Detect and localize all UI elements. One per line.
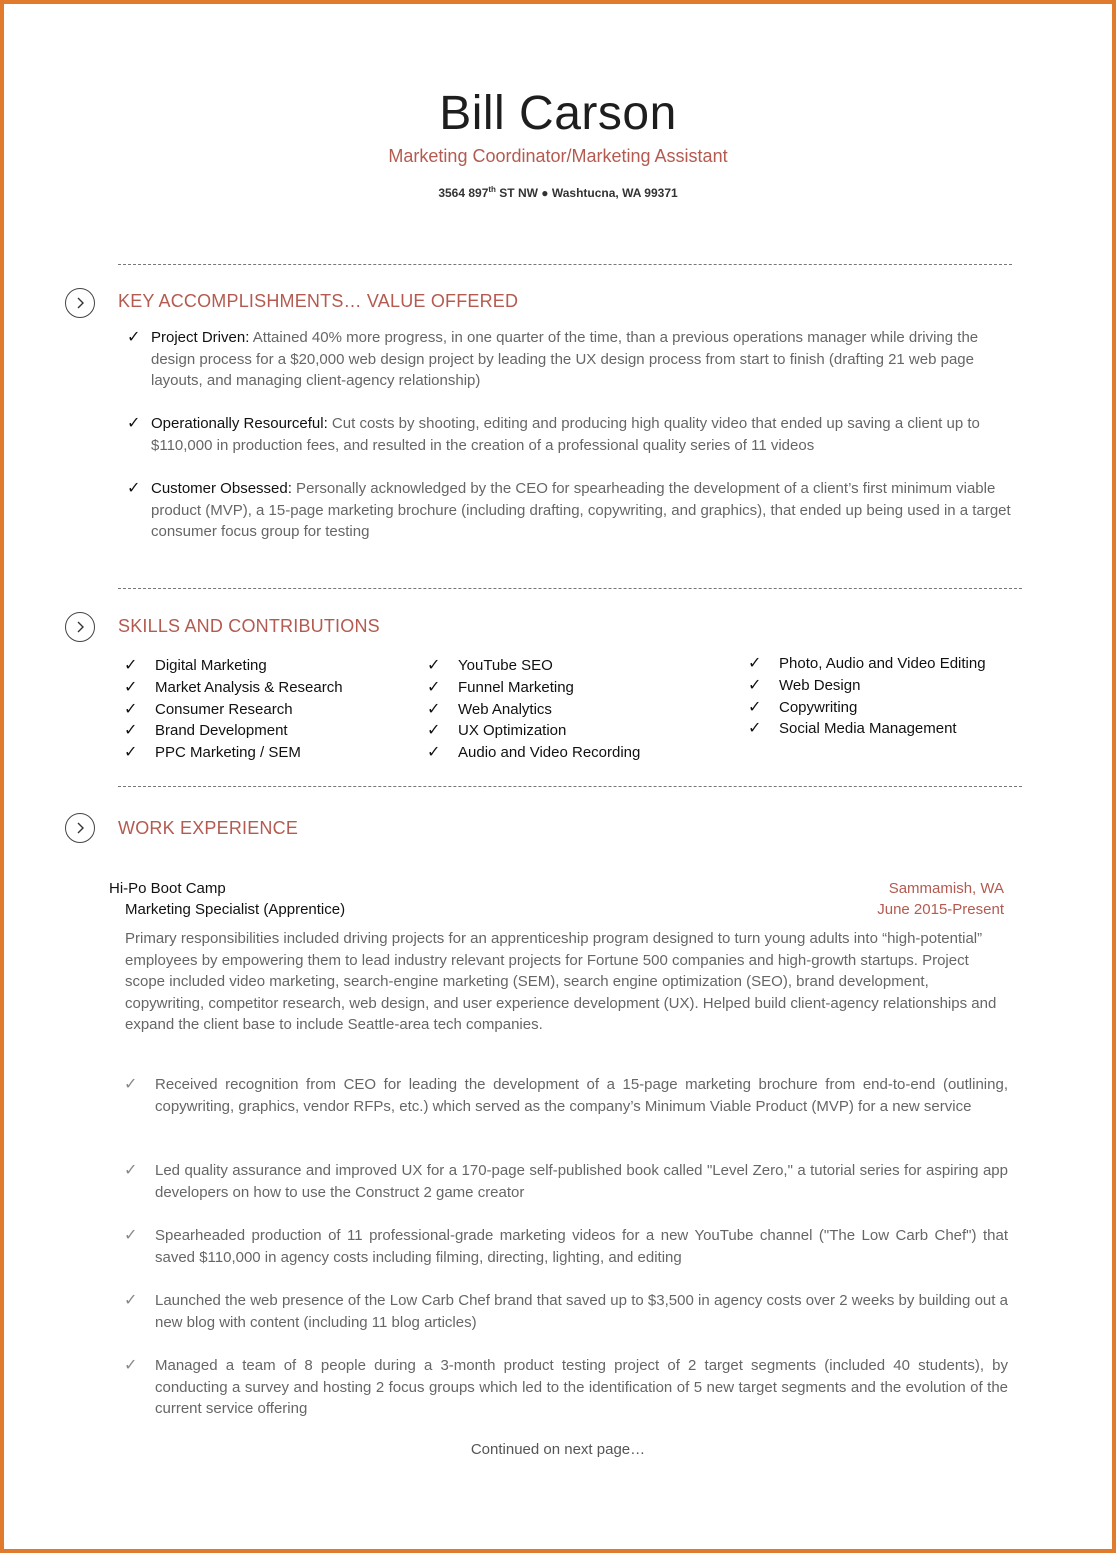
skill-item	[748, 697, 986, 719]
check-icon: ✓	[427, 700, 441, 718]
job-bullet	[124, 1074, 1008, 1117]
job-bullet	[124, 1160, 1008, 1203]
check-icon: ✓	[124, 1076, 138, 1093]
candidate-name: Bill Carson	[439, 87, 677, 140]
skill-label: YouTube SEO	[458, 657, 553, 674]
skill-item	[748, 653, 986, 675]
skill-item	[427, 655, 640, 677]
skill-item	[748, 675, 986, 697]
job-bullet-text: Spearheaded production of 11 professional-grade marketing videos for a new YouTube channel ("The Low Carb Chef") that saved $110,000 in agency costs including filming, directing, lighting, and editing	[155, 1227, 1008, 1266]
accomplishment-lead: Customer Obsessed:	[151, 480, 292, 497]
check-icon: ✓	[124, 657, 138, 674]
accomplishment-lead: Project Driven:	[151, 329, 250, 346]
check-icon: ✓	[124, 1227, 138, 1244]
check-icon: ✓	[748, 655, 762, 672]
check-icon: ✓	[427, 657, 441, 674]
skill-label: UX Optimization	[458, 722, 567, 740]
check-icon: ✓	[124, 700, 138, 718]
section-title-work: WORK EXPERIENCE	[118, 818, 299, 838]
job-dates: June 2015-Present	[877, 901, 1004, 918]
skill-item	[124, 742, 343, 764]
skills-column-3	[748, 653, 986, 740]
skill-label: Photo, Audio and Video Editing	[779, 655, 986, 672]
skill-item	[427, 720, 640, 742]
job-bullet	[124, 1290, 1008, 1333]
check-icon: ✓	[127, 329, 141, 346]
skill-label: Digital Marketing	[155, 657, 267, 674]
check-icon: ✓	[427, 744, 441, 762]
accomplishment-body: Personally acknowledged by the CEO for spearheading the development of a client’s first minimum viable product (MVP), a 15-page marketing brochure (including drafting, copywriting, and graphics), that ended up being used in a target consumer focus group for testing	[151, 480, 1011, 540]
candidate-address	[0, 185, 1116, 200]
skill-label: Market Analysis & Research	[155, 678, 343, 696]
job-location: Sammamish, WA	[888, 880, 1004, 897]
company-name: Hi-Po Boot Camp	[109, 880, 226, 897]
check-icon: ✓	[124, 1357, 138, 1374]
skill-label: Brand Development	[155, 722, 288, 740]
accomplishment-lead: Operationally Resourceful:	[151, 415, 328, 432]
job-bullet-text: Launched the web presence of the Low Carb Chef brand that saved up to $3,500 in agency costs over 2 weeks by building out a new blog with content (including 11 blog articles)	[155, 1292, 1008, 1331]
job-bullet-text: Received recognition from CEO for leading the development of a 15-page marketing brochure from end-to-end (outlining, copywriting, graphics, vendor RFPs, etc.) which served as the company’s Minimum Viable Product (MVP) for a new service	[155, 1076, 1008, 1115]
divider	[118, 786, 1022, 787]
divider	[118, 588, 1022, 589]
skills-column-1	[124, 655, 343, 764]
job-bullet	[124, 1225, 1008, 1268]
skill-item	[124, 720, 343, 742]
skill-item	[748, 718, 986, 740]
check-icon: ✓	[748, 698, 762, 716]
section-title-skills: SKILLS AND CONTRIBUTIONS	[118, 616, 380, 636]
accomplishment-item	[127, 413, 1017, 456]
accomplishment-text	[151, 327, 1017, 392]
job-summary: Primary responsibilities included driving projects for an apprenticeship program designed to turn young adults into “high-potential” employees by empowering them to lead industry relevant projects for Fortune 500 companies and high-growth startups. Project scope included video marketing, search-engine marketing (SEM), search engine optimization (SEO), brand development, copywriting, competitor research, web design, and user experience development (UX). Helped build client-agency relationships and expand the client base to include Seattle-area tech companies.	[125, 930, 997, 1033]
skill-label: PPC Marketing / SEM	[155, 744, 301, 762]
skill-item	[427, 742, 640, 764]
address-number: 3564 897	[438, 186, 489, 200]
check-icon: ✓	[427, 722, 441, 740]
accomplishment-text	[151, 413, 1017, 456]
chevron-right-icon	[65, 612, 95, 642]
chevron-right-icon	[65, 288, 95, 318]
skill-item	[124, 655, 343, 677]
skill-label: Copywriting	[779, 698, 858, 716]
check-icon: ✓	[124, 744, 138, 762]
check-icon: ✓	[748, 676, 762, 694]
job-bullet	[124, 1355, 1008, 1420]
skill-item	[427, 677, 640, 699]
check-icon: ✓	[748, 720, 762, 738]
skill-label: Web Analytics	[458, 700, 552, 718]
skill-label: Consumer Research	[155, 700, 293, 718]
job-bullet-text: Managed a team of 8 people during a 3-month product testing project of 2 target segments (included 40 students), by conducting a survey and hosting 2 focus groups which led to the identification of 5 new target segments and the evolution of the current service offering	[155, 1357, 1008, 1417]
address-rest: ST NW ● Washtucna, WA 99371	[495, 186, 678, 200]
continued-note: Continued on next page…	[470, 1441, 646, 1458]
section-title-accomplishments: KEY ACCOMPLISHMENTS… VALUE OFFERED	[118, 291, 519, 311]
accomplishment-body: Attained 40% more progress, in one quarter of the time, than a previous operations manager while driving the design process for a $20,000 web design project by leading the UX design process from start to finish (drafting 21 web page layouts, and managing client-agency relationship)	[151, 329, 979, 389]
candidate-role: Marketing Coordinator/Marketing Assistant	[388, 146, 728, 166]
skills-column-2	[427, 655, 640, 764]
accomplishment-text	[151, 478, 1017, 543]
skill-item	[124, 699, 343, 721]
accomplishment-item	[127, 327, 1017, 392]
job-position: Marketing Specialist (Apprentice)	[125, 901, 346, 918]
check-icon: ✓	[124, 678, 138, 696]
check-icon: ✓	[124, 722, 138, 740]
chevron-right-icon	[65, 813, 95, 843]
check-icon: ✓	[127, 480, 141, 497]
accomplishment-body: Cut costs by shooting, editing and producing high quality video that ended up saving a client up to $110,000 in production fees, and resulted in the creation of a professional quality series of 11 videos	[151, 415, 980, 454]
accomplishment-item	[127, 478, 1017, 543]
divider	[118, 264, 1012, 265]
skill-item	[427, 699, 640, 721]
skill-label: Audio and Video Recording	[458, 744, 641, 762]
skill-label: Web Design	[779, 676, 861, 694]
check-icon: ✓	[427, 678, 441, 696]
check-icon: ✓	[124, 1162, 138, 1179]
job-bullet-text: Led quality assurance and improved UX for a 170-page self-published book called "Level Zero," a tutorial series for aspiring app developers on how to use the Construct 2 game creator	[155, 1162, 1008, 1201]
check-icon: ✓	[124, 1292, 138, 1309]
address-ordinal: th	[488, 185, 496, 194]
skill-label: Social Media Management	[779, 720, 957, 738]
skill-item	[124, 677, 343, 699]
skill-label: Funnel Marketing	[458, 678, 574, 696]
check-icon: ✓	[127, 415, 141, 432]
